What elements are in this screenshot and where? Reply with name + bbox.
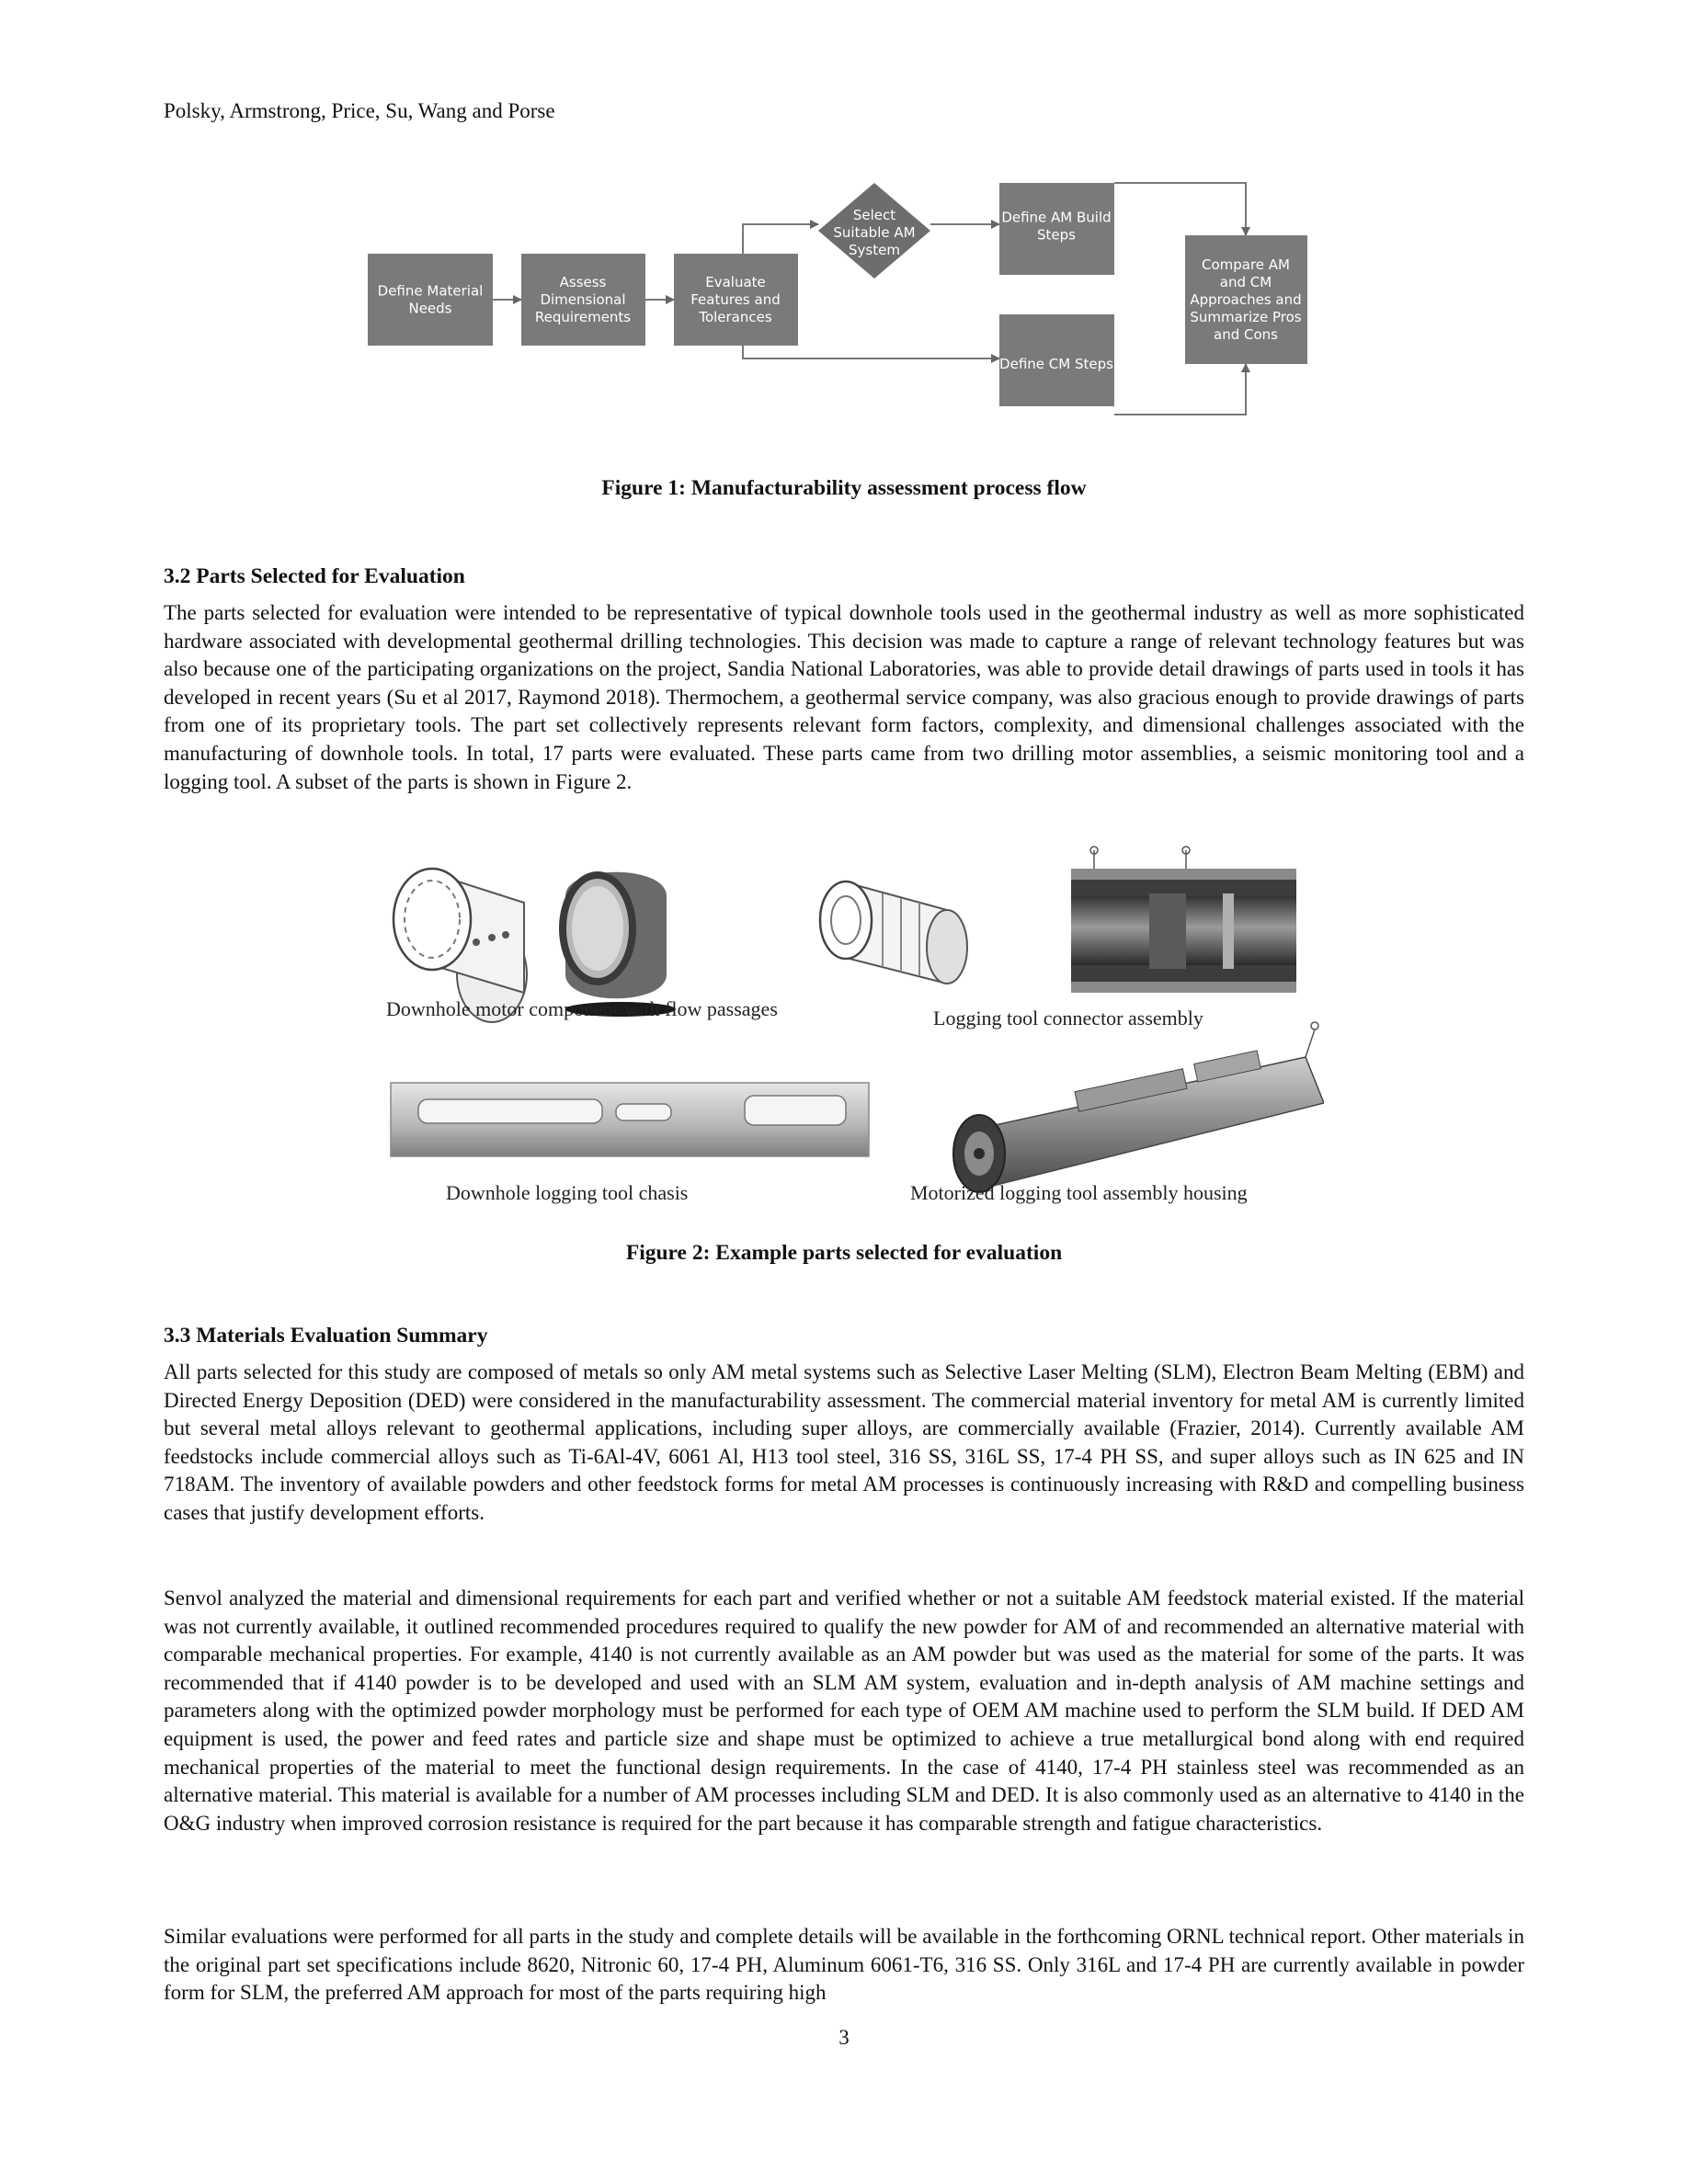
node-label-line: Features and: [690, 291, 781, 308]
node-label-line: Needs: [408, 300, 452, 317]
tool-housing-illustration: [953, 1022, 1324, 1192]
node-label-line: Steps: [1037, 226, 1076, 244]
label-connector-assembly: Logging tool connector assembly: [933, 1007, 1203, 1029]
node-label-line: Requirements: [534, 309, 632, 325]
node-label-line: Define CM Steps: [999, 356, 1113, 372]
running-head: Polsky, Armstrong, Price, Su, Wang and Porse: [164, 99, 555, 122]
section-3-3-paragraph-3: Similar evaluations were performed for all parts in the study and complete details will be available in the forthcoming ORNL technical report. Other materials in the original part set specifications include 8620, Nitronic 60, 17-4 PH, Aluminum 6061-T6, 316 SS. Only 316L and 17-4 PH are currently available in powder form for SLM, the preferred AM approach for most of the parts requiring high: [164, 1925, 1524, 2005]
node-label-line: Evaluate: [705, 274, 766, 290]
node-label-line: and Cons: [1214, 326, 1278, 343]
logging-tool-chasis-illustration: [391, 1083, 869, 1156]
node-define-cm-steps-label: [999, 356, 1113, 372]
node-evaluate-features-and-tolerances: [674, 254, 798, 346]
section-3-3-heading: 3.3 Materials Evaluation Summary: [164, 1324, 488, 1348]
node-label-line: and CM: [1219, 274, 1272, 290]
node-select-suitable-am-system: [818, 183, 930, 279]
node-assess-dimensional-requirements: [521, 254, 645, 346]
node-label-line: Approaches and: [1190, 291, 1302, 308]
node-define-cm-steps: [999, 314, 1114, 406]
label-motor-component: Downhole motor component with flow passages: [386, 997, 778, 1020]
section-3-2-paragraph: The parts selected for evaluation were intended to be representative of typical downhole tools used in the geothermal industry as well as more sophisticated hardware associated with developmental geothermal drilling technologies. This decision was made to capture a range of relevant technology features but was also because one of the participating organizations on the project, Sandia National Laboratories, was able to provide detail drawings of parts used in tools it has developed in recent years (Su et al 2017, Raymond 2018). Thermochem, a geothermal service company, was also gracious enough to provide drawings of parts from one of its proprietary tools. The part set collectively represents relevant form factors, complexity, and dimensional challenges associated with the manufacturing of downhole tools. In total, 17 parts were evaluated. These parts came from two drilling motor assemblies, a seismic monitoring tool and a logging tool. A subset of the parts is shown in Figure 2.: [164, 601, 1524, 793]
node-label-line: Compare AM: [1201, 256, 1291, 273]
node-label-line: Dimensional: [540, 291, 626, 308]
section-3-3-paragraph-2: Senvol analyzed the material and dimensional requirements for each part and verified whether or not a suitable AM feedstock material existed. If the material was not currently available, it outlined recommended procedures required to qualify the new powder for AM of and recommended an alternative material with comparable mechanical properties. For example, 4140 is not currently available as an AM powder but was used as the material for some of the parts. It was recommended that if 4140 powder is to be developed and used with an SLM AM system, evaluation and in-depth analysis of AM machine settings and parameters along with the optimized powder morphology must be performed for each type of OEM AM machine used to perform the SLM build. If DED AM equipment is used, the power and feed rates and particle size and shape must be optimized to achieve a true metallurgical bond along with end required mechanical properties of the material to meet the functional design requirements. In the case of 4140, 17-4 PH stainless steel was recommended as an alternative material. This material is available for a number of AM processes including SLM and DED. It is also commonly used as an alternative to 4140 in the O&G industry when improved corrosion resistance is required for the part because it has comparable strength and fatigue characteristics.: [164, 1587, 1524, 1835]
label-tool-chasis: Downhole logging tool chasis: [446, 1181, 689, 1204]
connector-assembly-illustration: [820, 847, 1296, 993]
node-label-line: Tolerances: [699, 309, 772, 325]
node-label-line: Select: [852, 207, 896, 223]
node-label-line: System: [849, 242, 900, 258]
section-3-2-heading: 3.2 Parts Selected for Evaluation: [164, 564, 465, 588]
node-label-line: Assess: [559, 274, 607, 290]
node-define-am-build-steps: [999, 183, 1114, 275]
example-parts-figure: [368, 846, 1324, 1213]
label-tool-housing: Motorized logging tool assembly housing: [910, 1181, 1248, 1204]
section-3-3-paragraph-1: All parts selected for this study are composed of metals so only AM metal systems such as Selective Laser Melting (SLM), Electron Beam Melting (EBM) and Directed Energy Deposition (DED) were considered in the manufacturability assessment. The commercial material inventory for metal AM is currently limited but several metal alloys relevant to geothermal applications, including super alloys, are commercially available (Frazier, 2014). Currently available AM feedstocks include commercial alloys such as Ti-6Al-4V, 6061 Al, H13 tool steel, 316 SS, 316L SS, 17-4 PH SS, and super alloys such as IN 625 and IN 718AM. The inventory of available powders and other feedstock forms for metal AM processes is continuously increasing with R&D and compelling business cases that justify development efforts.: [164, 1360, 1524, 1524]
node-compare-am-and-cm: [1185, 235, 1307, 364]
node-define-material-needs: [368, 254, 493, 346]
node-label-line: Suitable AM: [833, 224, 916, 241]
page-number: 3: [838, 2026, 850, 2049]
node-label-line: Define Material: [377, 282, 484, 300]
process-flow-diagram: [368, 180, 1324, 419]
figure-1-caption: Figure 1: Manufacturability assessment process flow: [601, 476, 1087, 500]
figure-2-caption: Figure 2: Example parts selected for evaluation: [625, 1241, 1063, 1265]
node-label-line: Summarize Pros: [1190, 309, 1302, 325]
node-label-line: Define AM Build: [1001, 209, 1112, 226]
